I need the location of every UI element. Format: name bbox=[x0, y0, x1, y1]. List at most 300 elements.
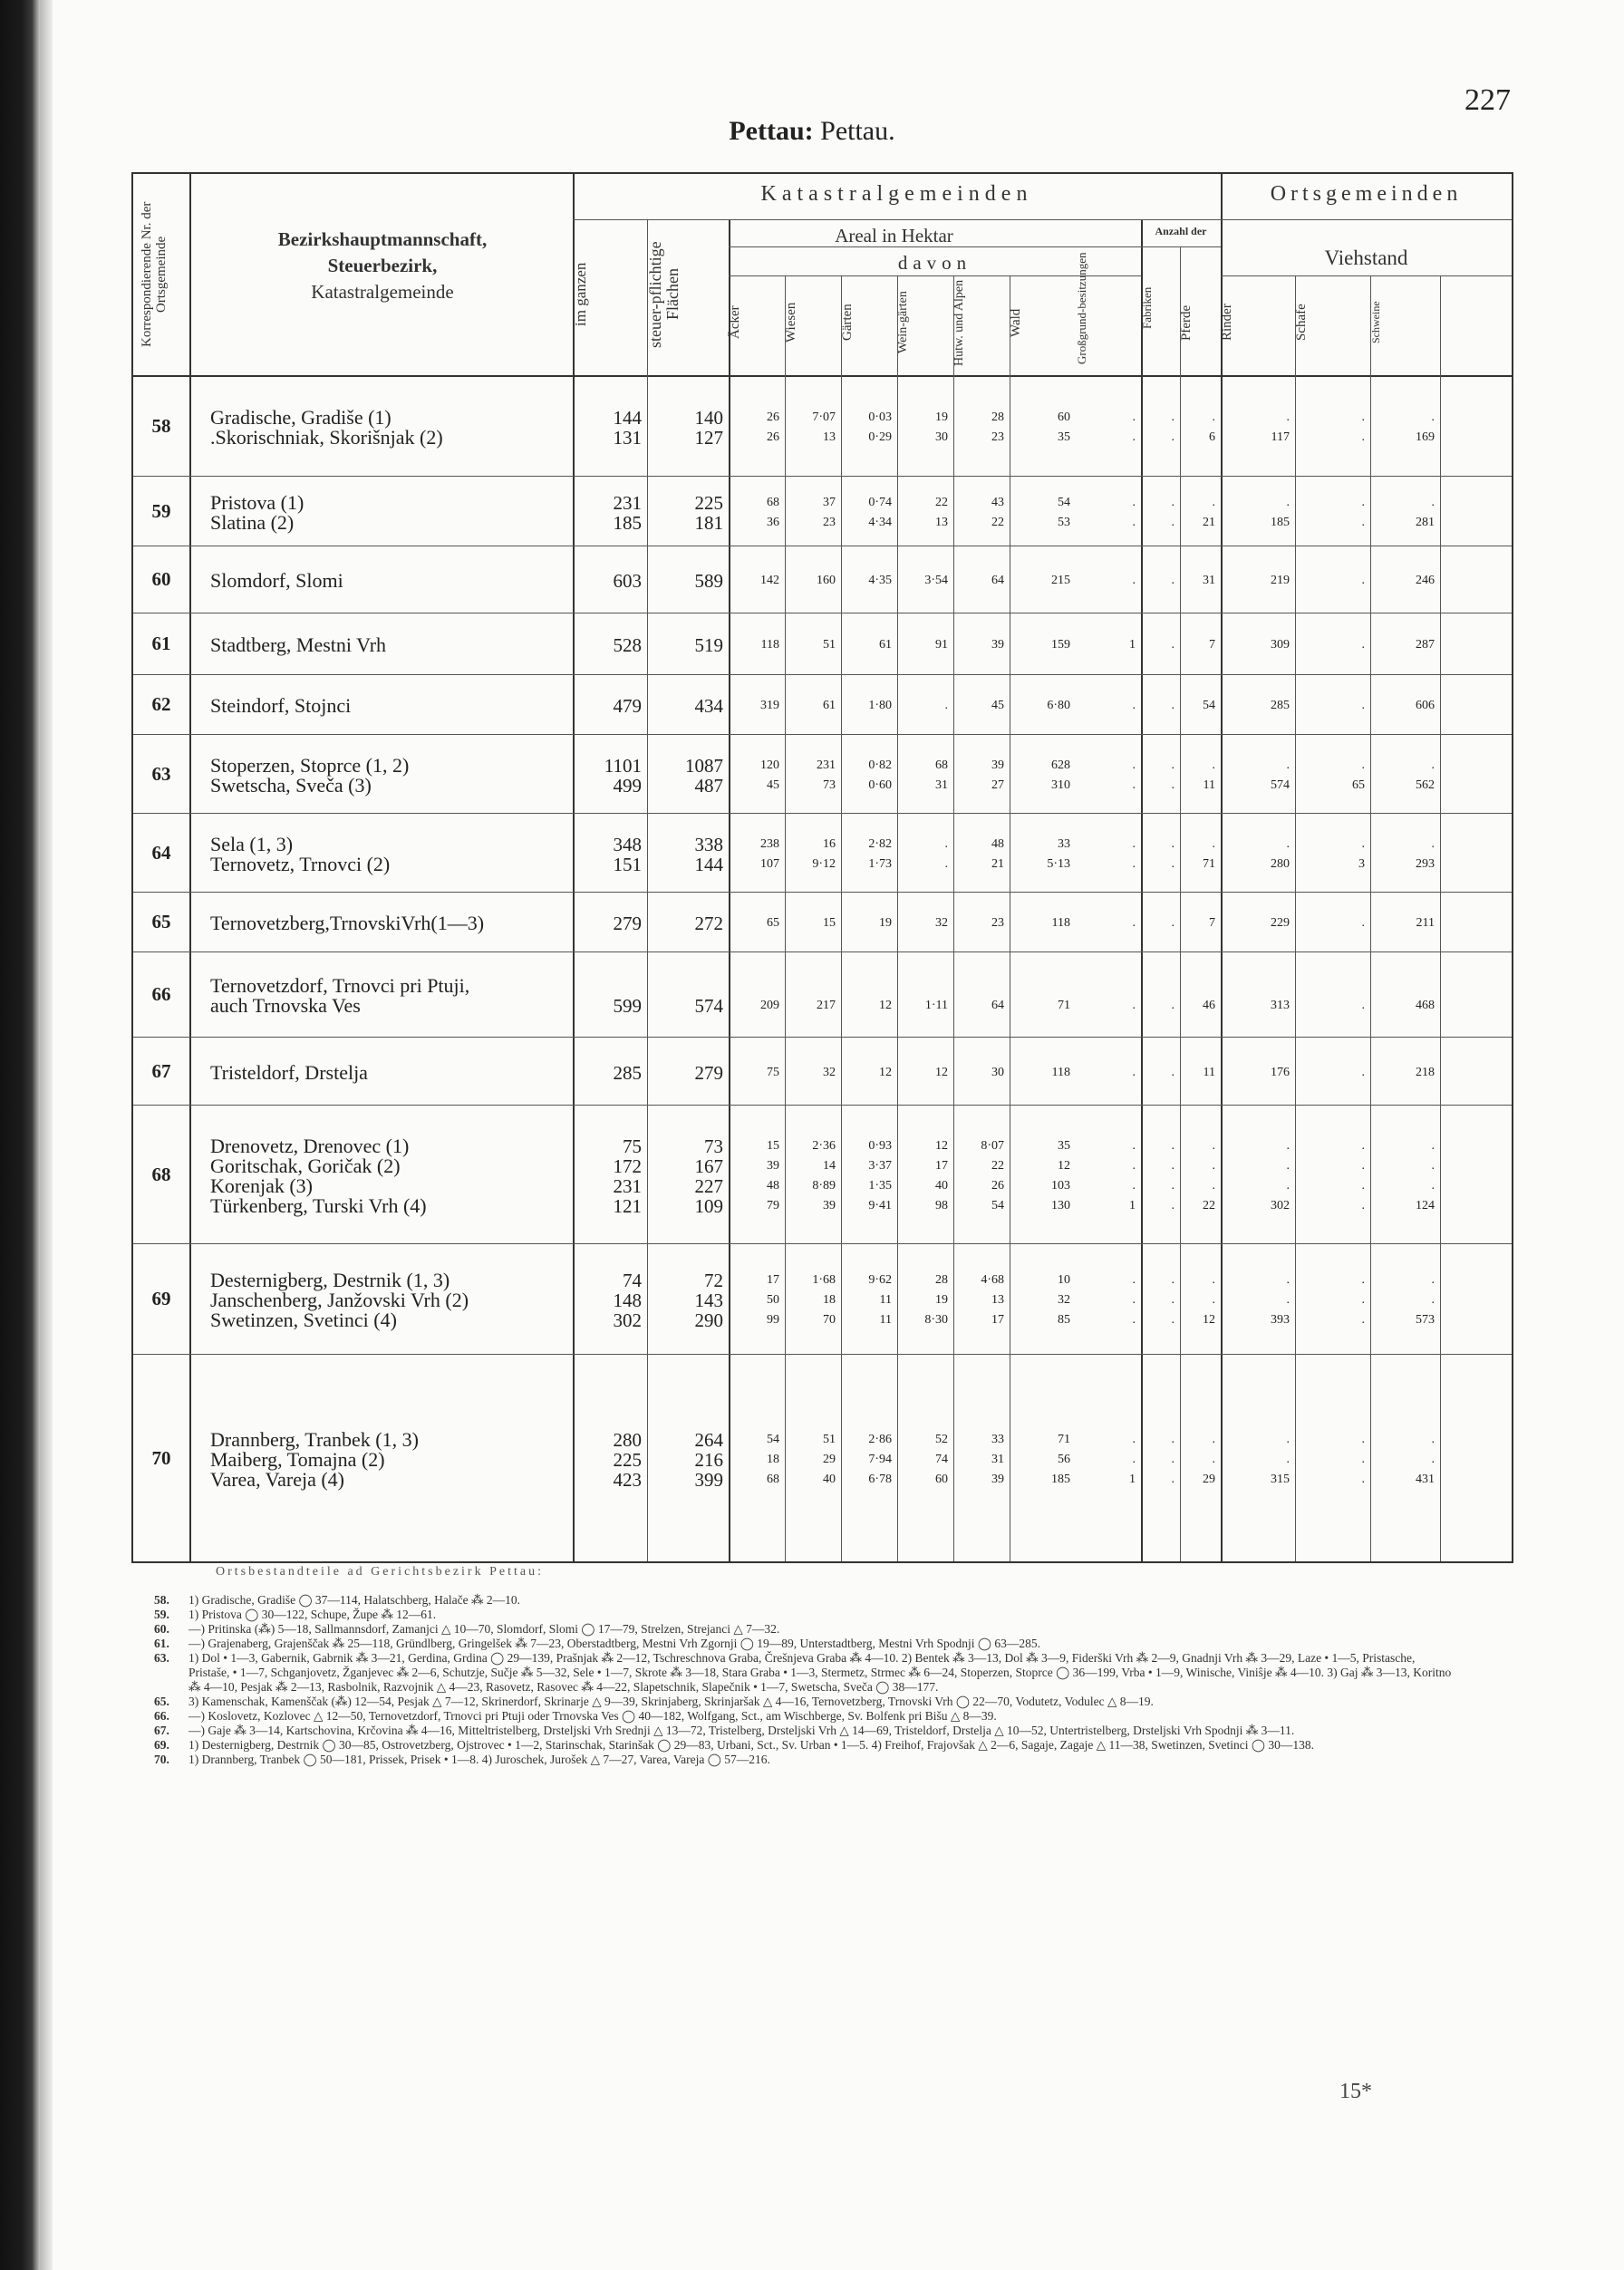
cell-value: 54 bbox=[1058, 495, 1070, 509]
cell-value: . bbox=[1431, 1293, 1435, 1307]
row-separator bbox=[133, 734, 1512, 735]
gemeinde-names bbox=[210, 571, 343, 591]
data-cell bbox=[897, 835, 948, 874]
gemeinde-name: Steindorf, Stojnci bbox=[210, 694, 352, 717]
cell-value: 628 bbox=[1051, 758, 1070, 772]
cell-value: 28 bbox=[935, 1273, 948, 1287]
data-cell bbox=[1295, 1063, 1365, 1083]
cell-value bbox=[729, 976, 779, 996]
footnote-text: —) Grajenaberg, Grajenščak ⁂ 25—118, Gründlberg, Gringelšek ⁂ 7—23, Oberstadtberg, Mestni Vrh Zgornji ◯ 19—89, Unterstadtberg, Mestni Vrh Spodnji ◯ 63—285. bbox=[188, 1637, 1040, 1650]
data-cell bbox=[1076, 408, 1136, 448]
cell-value: 22 bbox=[991, 515, 1004, 529]
cell-value: 1087 bbox=[685, 754, 723, 777]
row-separator bbox=[133, 951, 1512, 952]
row-separator bbox=[133, 1105, 1512, 1106]
cell-value: . bbox=[1171, 999, 1174, 1012]
data-cell bbox=[1295, 976, 1365, 1016]
cell-value: . bbox=[1132, 1293, 1136, 1307]
data-cell bbox=[1076, 1136, 1136, 1216]
cell-value: . bbox=[1361, 574, 1365, 587]
cell-value: . bbox=[1171, 1138, 1174, 1153]
cell-value: 17 bbox=[935, 1158, 948, 1173]
cell-value: 225 bbox=[694, 491, 723, 514]
data-cell bbox=[1010, 976, 1070, 1016]
cell-value: . bbox=[1361, 836, 1365, 851]
cell-value: . bbox=[1361, 1138, 1365, 1153]
cell-value: 32 bbox=[823, 1065, 836, 1079]
data-cell bbox=[729, 696, 779, 716]
cell-value: 99 bbox=[767, 1313, 779, 1327]
cell-value: . bbox=[1212, 410, 1215, 424]
data-cell bbox=[1370, 756, 1435, 796]
data-cell bbox=[573, 835, 642, 874]
data-cell bbox=[1180, 408, 1215, 448]
cell-value: 35 bbox=[1058, 430, 1070, 444]
footnote-item bbox=[154, 1695, 1459, 1709]
cell-value: 279 bbox=[613, 913, 642, 934]
cell-value: 30 bbox=[935, 430, 948, 444]
gemeinde-names bbox=[210, 696, 351, 716]
cell-value: 52 bbox=[935, 1432, 948, 1446]
cell-value: . bbox=[1212, 1452, 1215, 1466]
footnote-item bbox=[154, 1709, 1459, 1724]
data-cell bbox=[1180, 571, 1215, 591]
cell-value: 18 bbox=[823, 1293, 836, 1307]
cell-value: 118 bbox=[1051, 1065, 1070, 1079]
cell-value: 73 bbox=[823, 778, 836, 792]
footnote-key: 58. bbox=[154, 1593, 169, 1607]
cell-value: 144 bbox=[613, 406, 642, 429]
cell-value: . bbox=[1171, 1452, 1174, 1466]
data-cell bbox=[841, 913, 892, 933]
gemeinde-name: Varea, Vareja (4) bbox=[210, 1467, 345, 1491]
data-cell bbox=[1141, 913, 1174, 933]
data-cell bbox=[647, 976, 723, 1016]
row-number: 63 bbox=[151, 762, 171, 785]
cell-value: 185 bbox=[1051, 1472, 1070, 1486]
cell-value: 28 bbox=[991, 410, 1004, 424]
data-cell bbox=[1141, 571, 1174, 591]
row-number: 69 bbox=[151, 1288, 171, 1309]
cell-value: . bbox=[1132, 758, 1136, 772]
cell-value: . bbox=[1132, 1313, 1136, 1327]
cell-value: 487 bbox=[694, 774, 723, 797]
cell-value: . bbox=[1286, 495, 1290, 509]
footnote-item bbox=[154, 1593, 1459, 1608]
gemeinde-name: Pristova (1) bbox=[210, 490, 304, 514]
cell-value: 12 bbox=[879, 1065, 892, 1079]
cell-value: . bbox=[944, 856, 948, 871]
cell-value: . bbox=[1171, 1065, 1174, 1079]
cell-value: 31 bbox=[1203, 574, 1215, 587]
cell-value: 290 bbox=[694, 1309, 723, 1331]
cell-value: . bbox=[1171, 916, 1174, 930]
cell-value: 23 bbox=[991, 916, 1004, 930]
data-cell bbox=[1370, 696, 1435, 716]
data-cell bbox=[1010, 1136, 1070, 1216]
cell-value: 0·29 bbox=[868, 430, 892, 444]
cell-value: 479 bbox=[613, 695, 642, 717]
cell-value: 30 bbox=[991, 1065, 1004, 1079]
cell-value: 75 bbox=[623, 1135, 642, 1157]
data-cell bbox=[1010, 408, 1070, 448]
cell-value: . bbox=[944, 836, 948, 851]
data-cell bbox=[1221, 1270, 1290, 1330]
cell-value: . bbox=[1361, 638, 1365, 652]
gemeinde-names bbox=[210, 1427, 419, 1491]
cell-value: . bbox=[1132, 410, 1136, 424]
gemeinde-name: Slatina (2) bbox=[210, 510, 295, 534]
cell-value: 12 bbox=[1058, 1158, 1070, 1173]
cell-value: 91 bbox=[935, 638, 948, 652]
cell-value: . bbox=[1171, 778, 1174, 792]
cell-value: 1·73 bbox=[868, 856, 892, 871]
cell-value: 1 bbox=[1129, 1198, 1136, 1212]
cell-value: 17 bbox=[767, 1273, 779, 1287]
cell-value: 4·68 bbox=[981, 1273, 1004, 1287]
cell-value: 12 bbox=[879, 999, 892, 1012]
data-cell bbox=[1370, 835, 1435, 874]
data-cell bbox=[647, 1430, 723, 1490]
cell-value: 130 bbox=[1051, 1198, 1070, 1212]
data-cell bbox=[1076, 571, 1136, 591]
cell-value: 7·94 bbox=[868, 1452, 892, 1466]
cell-value: 39 bbox=[991, 638, 1004, 652]
cell-value bbox=[1141, 976, 1174, 996]
cell-value: 280 bbox=[613, 1428, 642, 1451]
data-cell bbox=[647, 635, 723, 655]
cell-value: 1·35 bbox=[868, 1178, 892, 1193]
data-cell bbox=[1010, 696, 1070, 716]
row-number: 70 bbox=[151, 1446, 171, 1469]
column-header: Äcker bbox=[728, 305, 742, 340]
cell-value: 54 bbox=[767, 1432, 779, 1446]
cell-value: 0·82 bbox=[868, 758, 892, 772]
cell-value: 302 bbox=[613, 1309, 642, 1331]
data-cell bbox=[841, 756, 892, 796]
cell-value: 574 bbox=[1271, 778, 1290, 792]
data-cell bbox=[1370, 1136, 1435, 1216]
cell-value: 313 bbox=[1271, 999, 1290, 1012]
row-number: 62 bbox=[151, 693, 171, 715]
cell-value: 14 bbox=[823, 1158, 836, 1173]
footnotes-heading: Ortsbestandteile ad Gerichtsbezirk Pettau: bbox=[216, 1565, 544, 1579]
cell-value: . bbox=[944, 699, 948, 712]
data-cell bbox=[1141, 835, 1174, 874]
data-cell bbox=[785, 1270, 836, 1330]
cell-value: 61 bbox=[823, 699, 836, 712]
cell-value: . bbox=[1171, 1273, 1174, 1287]
data-cell bbox=[841, 835, 892, 874]
data-cell bbox=[647, 756, 723, 796]
cell-value: 160 bbox=[817, 574, 836, 587]
cell-value bbox=[1221, 976, 1290, 996]
cell-value: . bbox=[1132, 430, 1136, 444]
cell-value: . bbox=[1361, 1432, 1365, 1446]
cell-value: 5·13 bbox=[1047, 856, 1070, 871]
header-rownr: Korrespondierende Nr. der Ortsgemeinde bbox=[140, 201, 169, 348]
cell-value: . bbox=[1132, 836, 1136, 851]
cell-value: 39 bbox=[823, 1198, 836, 1212]
cell-value bbox=[953, 976, 1004, 996]
cell-value: . bbox=[1171, 574, 1174, 587]
cell-value: 22 bbox=[991, 1158, 1004, 1173]
cell-value: . bbox=[1361, 1273, 1365, 1287]
data-cell bbox=[785, 1136, 836, 1216]
cell-value: 98 bbox=[935, 1198, 948, 1212]
cell-value bbox=[785, 976, 836, 996]
row-rule bbox=[1221, 219, 1512, 220]
footnote-key: 70. bbox=[154, 1753, 169, 1766]
cell-value: . bbox=[1361, 758, 1365, 772]
cell-value: 9·41 bbox=[868, 1198, 892, 1212]
cell-value: 423 bbox=[613, 1468, 642, 1491]
data-cell bbox=[1295, 493, 1365, 533]
cell-value: . bbox=[1171, 1158, 1174, 1173]
cell-value: 118 bbox=[760, 638, 779, 652]
cell-value: 120 bbox=[760, 758, 779, 772]
cell-value: . bbox=[1132, 574, 1136, 587]
cell-value: . bbox=[1361, 916, 1365, 930]
cell-value: 4·34 bbox=[868, 515, 892, 529]
data-cell bbox=[729, 493, 779, 533]
cell-value: . bbox=[1171, 1178, 1174, 1193]
cell-value: 22 bbox=[1203, 1198, 1215, 1212]
data-cell bbox=[785, 1063, 836, 1083]
cell-value: . bbox=[1212, 495, 1215, 509]
cell-value: 246 bbox=[1416, 574, 1435, 587]
cell-value: 434 bbox=[694, 695, 723, 717]
cell-value: 143 bbox=[694, 1290, 723, 1311]
data-cell bbox=[1295, 1270, 1365, 1330]
cell-value: 61 bbox=[879, 638, 892, 652]
footnote-text: 1) Drannberg, Tranbek ◯ 50—181, Prissek, Prisek • 1—8. 4) Juroschek, Jurošek △ 7—27, Varea, Vareja ◯ 57—216. bbox=[188, 1753, 770, 1766]
gemeinde-name: Ternovetz, Trnovci (2) bbox=[210, 852, 391, 875]
header-anzahl: Anzahl der bbox=[1155, 225, 1207, 237]
header-viehstand: Viehstand bbox=[1324, 246, 1408, 269]
cell-value: 109 bbox=[694, 1194, 723, 1217]
data-cell bbox=[647, 1136, 723, 1216]
data-cell bbox=[729, 1063, 779, 1083]
gemeinde-name: Ternovetzdorf, Trnovci pri Ptuji, bbox=[210, 974, 470, 997]
cell-value: 599 bbox=[613, 995, 642, 1017]
cell-value: 29 bbox=[1203, 1472, 1215, 1486]
cell-value: . bbox=[1431, 1138, 1435, 1153]
row-rule bbox=[1221, 275, 1512, 276]
cell-value: . bbox=[1132, 515, 1136, 529]
cell-value: 279 bbox=[694, 1061, 723, 1084]
cell-value: 40 bbox=[935, 1178, 948, 1193]
cell-value: . bbox=[1132, 916, 1136, 930]
data-cell bbox=[647, 1270, 723, 1330]
gemeinde-name: Korenjak (3) bbox=[210, 1174, 314, 1197]
gemeinde-name: Maiberg, Tomajna (2) bbox=[210, 1447, 385, 1471]
cell-value: 1 bbox=[1129, 638, 1136, 652]
cell-value: 211 bbox=[1416, 916, 1435, 930]
row-separator bbox=[133, 674, 1512, 675]
cell-value: 11 bbox=[1203, 1065, 1215, 1079]
cell-value: 140 bbox=[694, 406, 723, 429]
cell-value: 151 bbox=[613, 853, 642, 875]
data-cell bbox=[785, 493, 836, 533]
data-cell bbox=[573, 913, 642, 933]
data-cell bbox=[953, 835, 1004, 874]
cell-value: . bbox=[1132, 1158, 1136, 1173]
cell-value: 0·74 bbox=[868, 495, 892, 509]
cell-value: 45 bbox=[991, 699, 1004, 712]
data-cell bbox=[1221, 913, 1290, 933]
cell-value: 72 bbox=[704, 1270, 723, 1291]
cell-value bbox=[1010, 976, 1070, 996]
cell-value: 32 bbox=[935, 916, 948, 930]
gemeinde-name: Slomdorf, Slomi bbox=[210, 569, 343, 592]
cell-value: 7·07 bbox=[812, 410, 836, 424]
cell-value: . bbox=[1361, 430, 1365, 444]
cell-value: 15 bbox=[823, 916, 836, 930]
cell-value: 26 bbox=[991, 1178, 1004, 1193]
data-cell bbox=[1370, 1430, 1435, 1490]
cell-value: . bbox=[1361, 699, 1365, 712]
gemeinde-name: Goritschak, Goričak (2) bbox=[210, 1154, 401, 1177]
cell-value: 225 bbox=[613, 1448, 642, 1471]
data-cell bbox=[1076, 1063, 1136, 1083]
cell-value: 22 bbox=[935, 495, 948, 509]
cell-value: 6 bbox=[1209, 430, 1215, 444]
data-cell bbox=[785, 835, 836, 874]
cell-value: 264 bbox=[694, 1428, 723, 1451]
footnote-key: 63. bbox=[154, 1651, 169, 1665]
gemeinde-names bbox=[210, 1136, 427, 1216]
cell-value: 319 bbox=[760, 699, 779, 712]
data-cell bbox=[1295, 756, 1365, 796]
footnote-text: —) Pritinska (⁂) 5—18, Sallmannsdorf, Zamanjci △ 10—70, Slomdorf, Slomi ◯ 17—79, Strelzen, Strejanci △ 7—32. bbox=[188, 1622, 780, 1636]
cell-value: 10 bbox=[1058, 1273, 1070, 1287]
cell-value: . bbox=[1132, 856, 1136, 871]
cell-value: 2·36 bbox=[812, 1138, 836, 1153]
row-separator bbox=[133, 1243, 1512, 1244]
row-number: 64 bbox=[151, 841, 171, 864]
row-separator bbox=[133, 892, 1512, 893]
gemeinde-name: Janschenberg, Janžovski Vrh (2) bbox=[210, 1289, 469, 1311]
data-cell bbox=[729, 756, 779, 796]
gemeinde-names bbox=[210, 1270, 469, 1330]
cell-value: . bbox=[1361, 1313, 1365, 1327]
data-cell bbox=[897, 976, 948, 1016]
cell-value: 31 bbox=[935, 778, 948, 792]
cell-value: 23 bbox=[991, 430, 1004, 444]
cell-value: 121 bbox=[613, 1194, 642, 1217]
data-cell bbox=[1221, 1430, 1290, 1490]
data-cell bbox=[1180, 976, 1215, 1016]
cell-value: 216 bbox=[694, 1448, 723, 1471]
cell-value: 9·62 bbox=[868, 1273, 892, 1287]
footnote-item bbox=[154, 1637, 1459, 1651]
cell-value: . bbox=[1431, 758, 1435, 772]
cell-value: 19 bbox=[935, 1293, 948, 1307]
cell-value: 2·82 bbox=[868, 836, 892, 851]
cell-value: 281 bbox=[1416, 515, 1435, 529]
cell-value: 13 bbox=[823, 430, 836, 444]
cell-value: . bbox=[1171, 1198, 1174, 1212]
cell-value: . bbox=[1132, 495, 1136, 509]
data-cell bbox=[1370, 1063, 1435, 1083]
cell-value bbox=[897, 976, 948, 996]
cell-value: 31 bbox=[991, 1452, 1004, 1466]
data-cell bbox=[729, 835, 779, 874]
data-cell bbox=[1141, 1063, 1174, 1083]
data-cell bbox=[729, 1430, 779, 1490]
cell-value: 131 bbox=[613, 426, 642, 449]
cell-value: 0·60 bbox=[868, 778, 892, 792]
column-header: Hutw. und Alpen bbox=[952, 279, 966, 366]
cell-value: 65 bbox=[767, 916, 779, 930]
data-cell bbox=[1010, 1270, 1070, 1330]
cell-value: 8·07 bbox=[981, 1138, 1004, 1153]
cell-value: . bbox=[1361, 1472, 1365, 1486]
cell-value: 218 bbox=[1416, 1065, 1435, 1079]
data-cell bbox=[1180, 913, 1215, 933]
row-number: 65 bbox=[151, 911, 171, 932]
cell-value: 19 bbox=[879, 916, 892, 930]
cell-value: 348 bbox=[613, 833, 642, 855]
cell-value: 68 bbox=[767, 495, 779, 509]
data-cell bbox=[573, 1430, 642, 1490]
cell-value: . bbox=[1212, 1293, 1215, 1307]
data-cell bbox=[1141, 756, 1174, 796]
cell-value: 48 bbox=[767, 1178, 779, 1193]
cell-value: . bbox=[1361, 1158, 1365, 1173]
cell-value: 17 bbox=[991, 1313, 1004, 1327]
data-cell bbox=[953, 913, 1004, 933]
data-cell bbox=[953, 493, 1004, 533]
cell-value: . bbox=[1431, 495, 1435, 509]
cell-value: 399 bbox=[694, 1468, 723, 1491]
data-cell bbox=[729, 1270, 779, 1330]
cell-value: . bbox=[1361, 1452, 1365, 1466]
cell-value: 32 bbox=[1058, 1293, 1070, 1307]
data-cell bbox=[953, 408, 1004, 448]
data-cell bbox=[1010, 1430, 1070, 1490]
cell-value: . bbox=[1171, 836, 1174, 851]
cell-value: 6·78 bbox=[868, 1472, 892, 1486]
cell-value: 39 bbox=[991, 1472, 1004, 1486]
cell-value: . bbox=[1132, 1432, 1136, 1446]
row-number: 59 bbox=[151, 499, 171, 522]
gemeinde-names bbox=[210, 635, 386, 655]
row-separator bbox=[133, 813, 1512, 814]
data-cell bbox=[647, 493, 723, 533]
data-cell bbox=[573, 976, 642, 1016]
cell-value: 280 bbox=[1271, 856, 1290, 871]
footnote-key: 59. bbox=[154, 1608, 169, 1621]
footnote-item bbox=[154, 1724, 1459, 1738]
cell-value: . bbox=[1132, 699, 1136, 712]
cell-value: . bbox=[1171, 1432, 1174, 1446]
data-cell bbox=[647, 408, 723, 448]
data-cell bbox=[953, 696, 1004, 716]
data-cell bbox=[647, 571, 723, 591]
cell-value: 7 bbox=[1209, 638, 1215, 652]
cell-value: 12 bbox=[935, 1065, 948, 1079]
data-cell bbox=[841, 635, 892, 655]
data-cell bbox=[953, 1430, 1004, 1490]
row-separator bbox=[133, 476, 1512, 477]
cell-value: . bbox=[1212, 1432, 1215, 1446]
cell-value: 302 bbox=[1271, 1198, 1290, 1212]
cell-value: . bbox=[1361, 999, 1365, 1012]
page-title: Pettau: Pettau. bbox=[729, 116, 895, 146]
data-cell bbox=[897, 1063, 948, 1083]
